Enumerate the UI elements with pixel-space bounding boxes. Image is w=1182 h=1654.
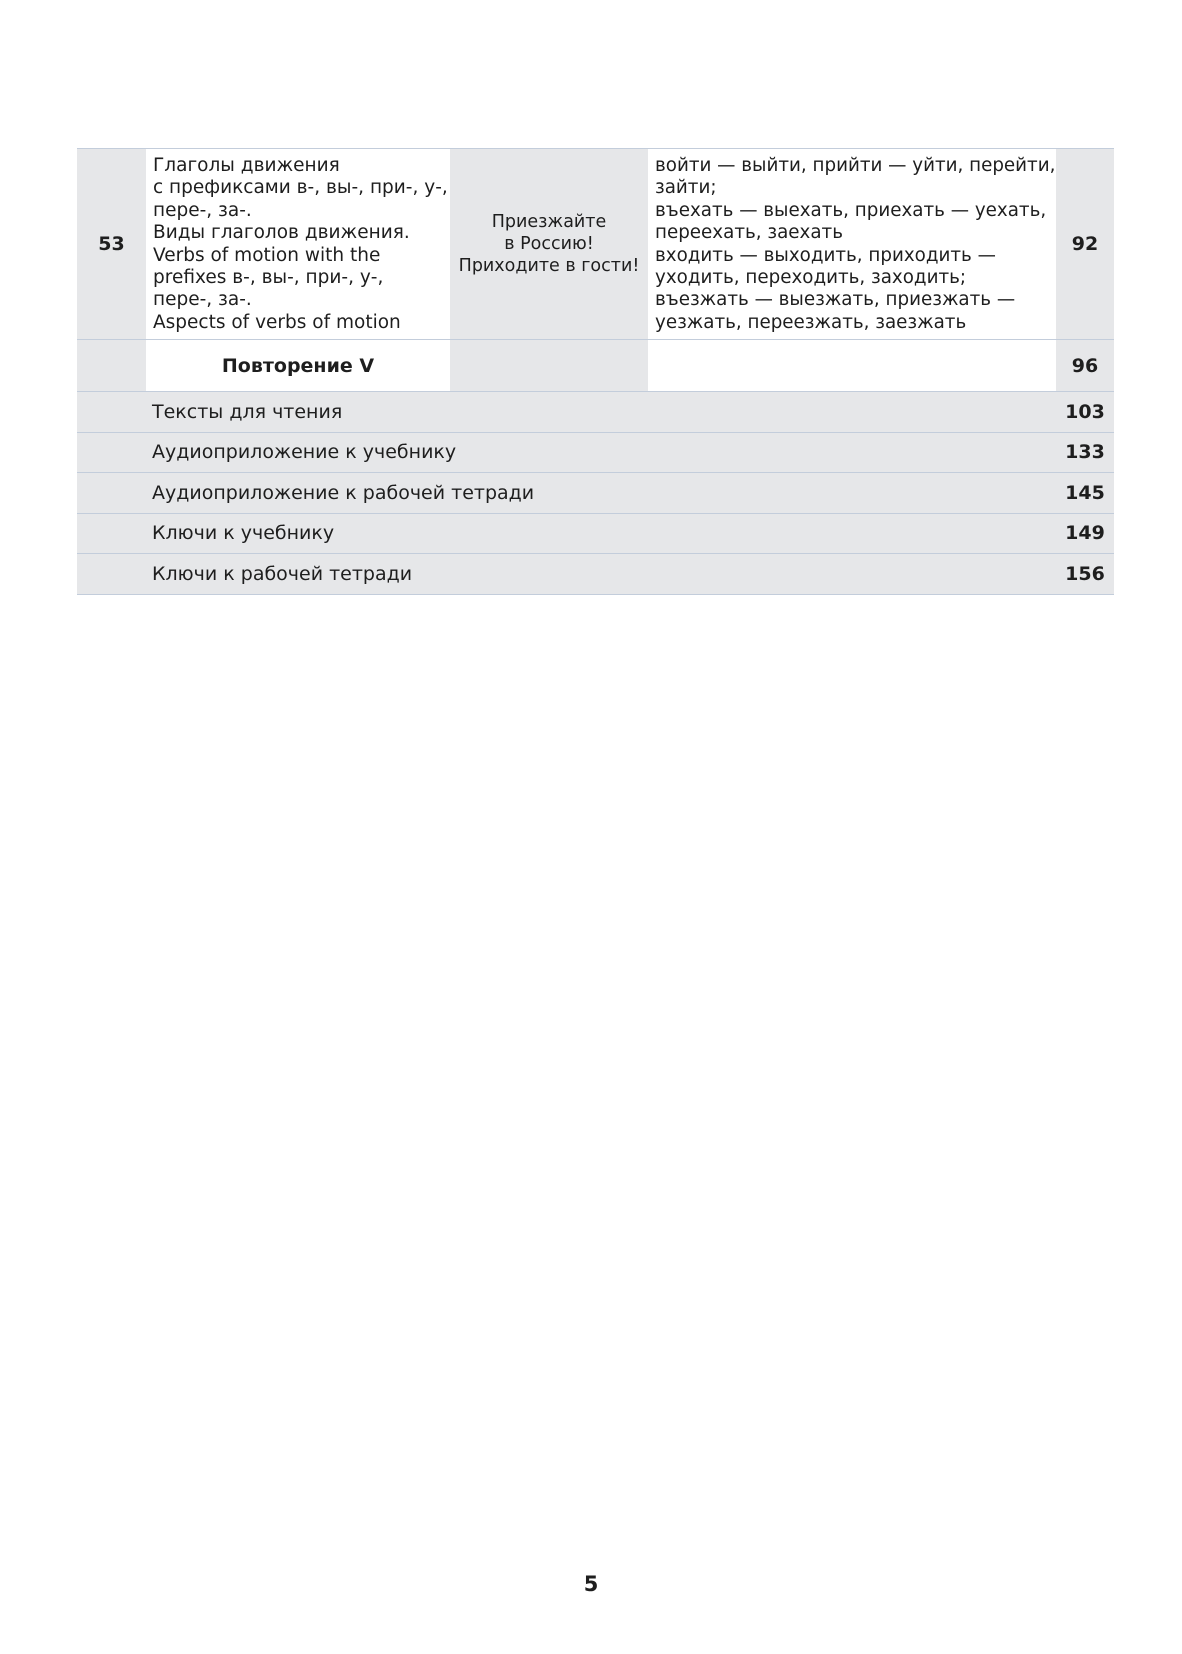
vocab-line: зайти;: [655, 177, 717, 199]
topic-line: Виды глаголов движения.: [153, 222, 410, 244]
entry-page: 149: [1065, 522, 1105, 545]
toc-entry-row: [77, 391, 1114, 432]
topic-line: prefixes в-, вы-, при-, у-,: [153, 267, 384, 289]
topic-line: Verbs of motion with the: [153, 244, 381, 266]
entry-page: 133: [1065, 441, 1105, 464]
title-line: Приходите в гости!: [458, 256, 640, 276]
review-page: 96: [1071, 354, 1099, 377]
toc-entry-row: [77, 513, 1114, 554]
toc-entry-row: [77, 553, 1114, 595]
lesson-number: 53: [98, 233, 125, 255]
vocab-line: входить — выходить, приходить —: [655, 244, 996, 266]
review-label: Повторение V: [221, 354, 375, 377]
toc-entry-row: [77, 432, 1114, 473]
entry-label: Тексты для чтения: [152, 400, 343, 423]
title-line: Приезжайте: [491, 212, 607, 232]
vocab-line: въезжать — выезжать, приезжать —: [655, 289, 1016, 311]
lesson-title: [450, 149, 648, 339]
vocab-line: переехать, заехать: [655, 222, 843, 244]
lesson-topic: [146, 149, 450, 339]
entry-page: 156: [1065, 562, 1105, 585]
lesson-vocabulary: [648, 149, 1056, 339]
vocab-line: войти — выйти, прийти — уйти, перейти,: [655, 155, 1056, 176]
review-cell: [146, 340, 450, 391]
lesson-page: 92: [1071, 233, 1099, 255]
topic-line: пере-, за-.: [153, 199, 252, 221]
topic-line: Глаголы движения: [153, 155, 340, 176]
toc-entry-row: [77, 472, 1114, 513]
review-row: [77, 339, 1114, 391]
entry-label: Аудиоприложение к учебнику: [152, 441, 457, 464]
entry-label: Ключи к рабочей тетради: [152, 562, 413, 585]
table-of-contents: [77, 148, 1114, 595]
review-vocab-cell: [648, 340, 1056, 391]
entry-label: Аудиоприложение к рабочей тетради: [152, 481, 535, 504]
title-line: в Россию!: [504, 234, 594, 254]
topic-line: с префиксами в-, вы-, при-, у-,: [153, 177, 448, 199]
vocab-line: въехать — выехать, приехать — уехать,: [655, 199, 1047, 221]
entry-page: 145: [1065, 481, 1105, 504]
vocab-line: уезжать, переезжать, заезжать: [655, 311, 967, 333]
entry-page: 103: [1065, 400, 1105, 423]
topic-line: пере-, за-.: [153, 289, 252, 311]
vocab-line: уходить, переходить, заходить;: [655, 267, 967, 289]
page-number: 5: [583, 1572, 599, 1596]
topic-line: Aspects of verbs of motion: [153, 311, 401, 333]
lesson-row: [77, 148, 1114, 339]
entry-label: Ключи к учебнику: [152, 522, 335, 545]
